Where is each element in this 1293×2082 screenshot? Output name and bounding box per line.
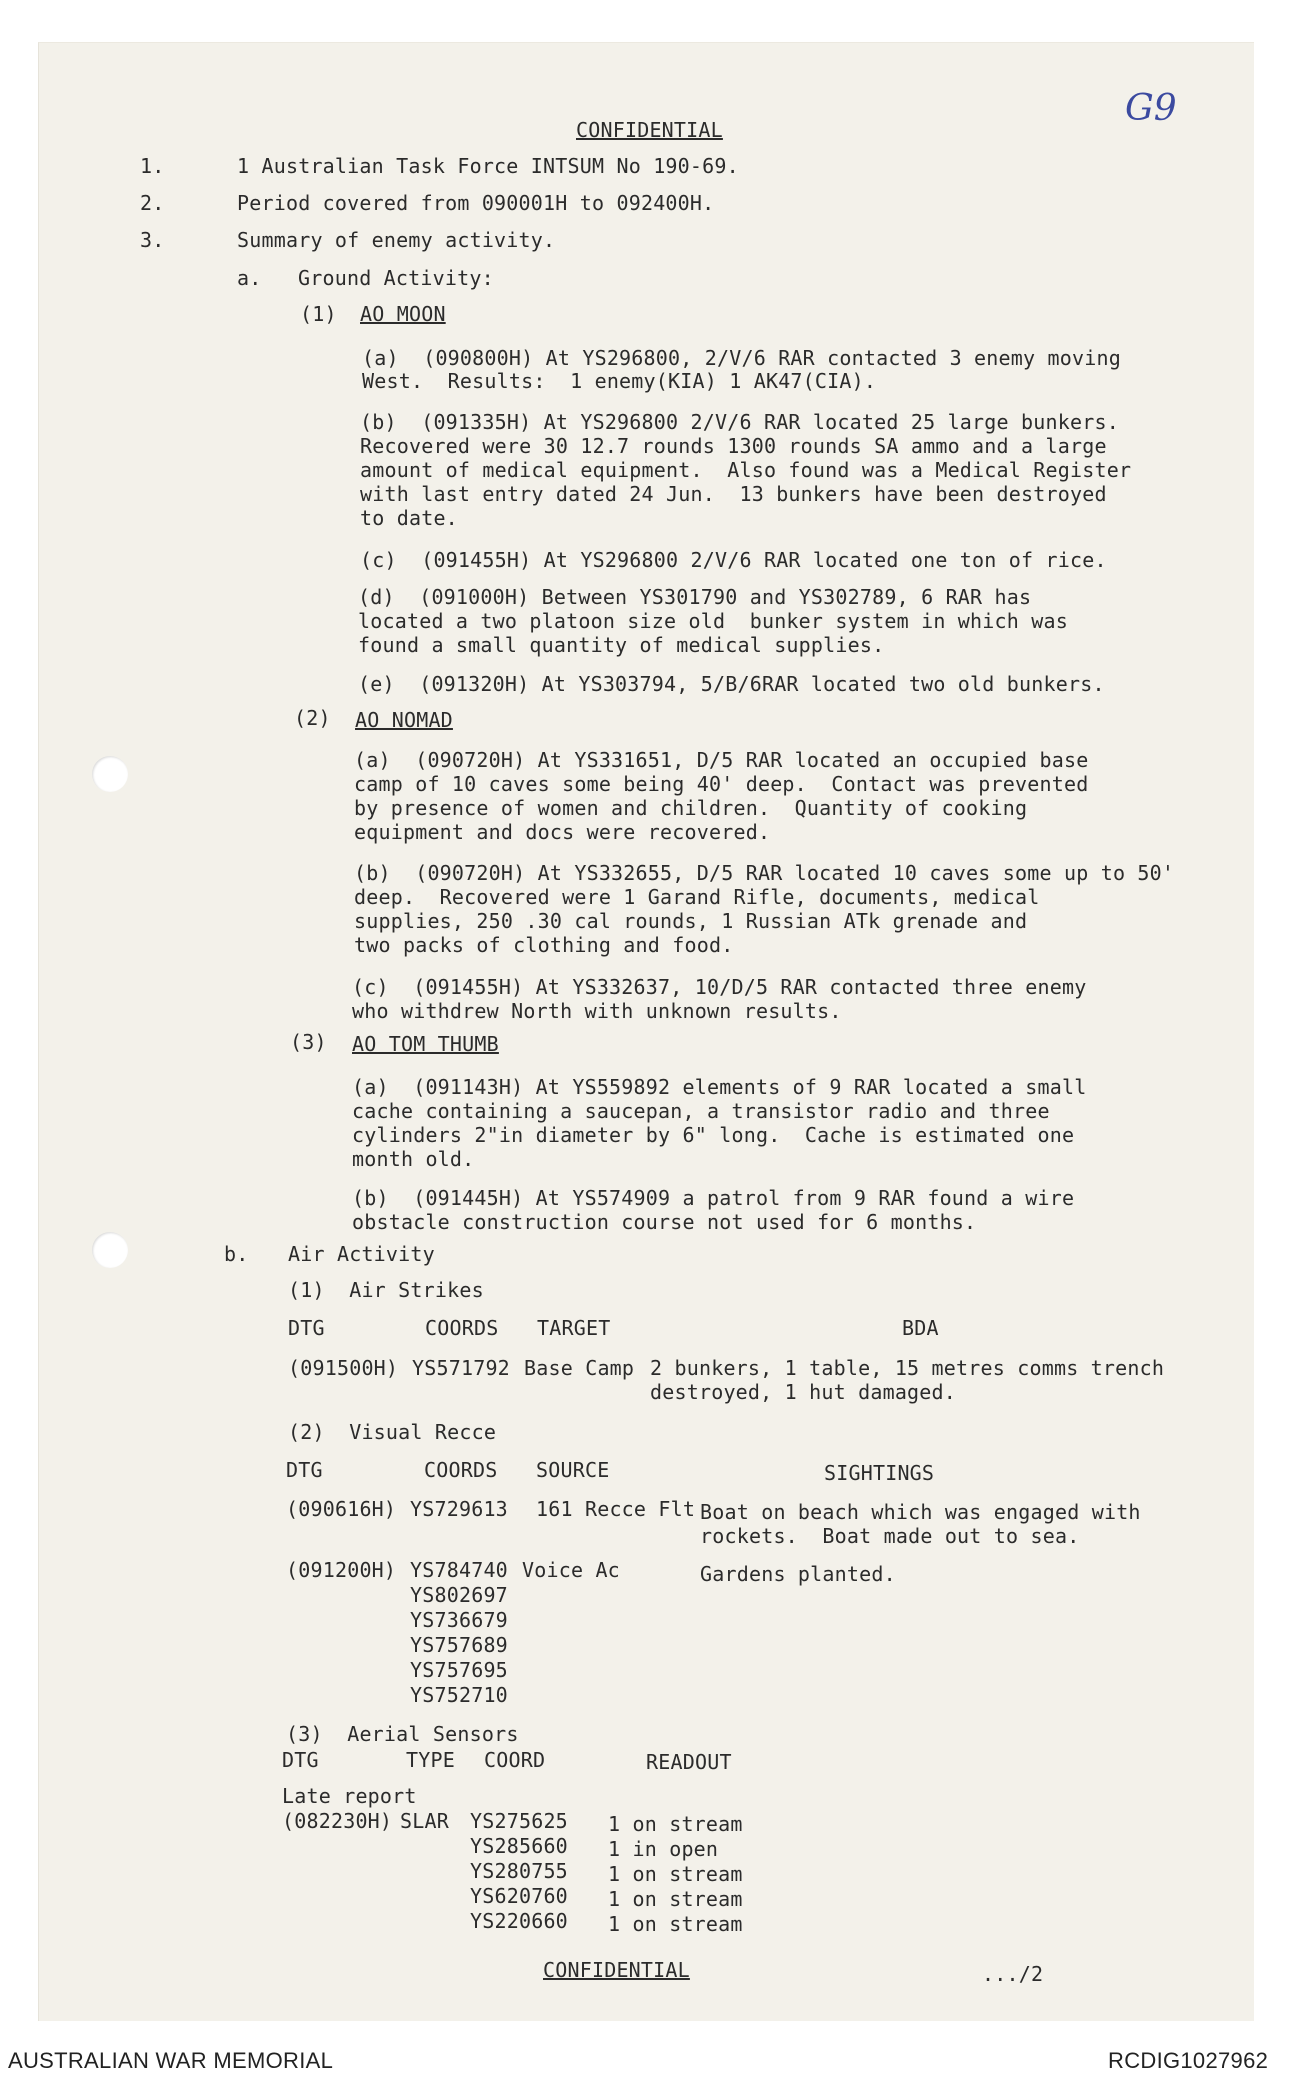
- text-line: (e) (091320H) At YS303794, 5/B/6RAR located two old bunkers.: [358, 672, 1105, 696]
- type-cell: SLAR: [400, 1809, 449, 1833]
- document-page: [38, 42, 1254, 2021]
- text-line: two packs of clothing and food.: [354, 933, 734, 957]
- readout-cell: 1 on stream: [608, 1812, 743, 1836]
- text-line: (b) (090720H) At YS332655, D/5 RAR located 10 caves some up to 50': [354, 861, 1175, 885]
- column-header-sightings: SIGHTINGS: [824, 1461, 935, 1485]
- text-line: camp of 10 caves some being 40' deep. Contact was prevented: [354, 772, 1089, 796]
- text-line: obstacle construction course not used for 6 months.: [352, 1210, 977, 1234]
- bda-cell: 2 bunkers, 1 table, 15 metres comms trench: [650, 1356, 1165, 1380]
- ground-activity-heading: Ground Activity:: [298, 266, 494, 290]
- footer-confidential: CONFIDENTIAL: [543, 1958, 690, 1982]
- text-line: (c) (091455H) At YS332637, 10/D/5 RAR contacted three enemy: [352, 975, 1087, 999]
- subsection-number: (3): [290, 1030, 327, 1054]
- section-letter: b.: [224, 1242, 249, 1266]
- column-header-coords: COORDS: [425, 1316, 499, 1340]
- text-line: located a two platoon size old bunker system in which was: [358, 609, 1068, 633]
- section-letter: a.: [237, 266, 262, 290]
- column-header-dtg: DTG: [282, 1748, 319, 1772]
- text-line: deep. Recovered were 1 Garand Rifle, documents, medical: [354, 885, 1040, 909]
- coords-cell: YS802697: [410, 1583, 508, 1607]
- subsection-number: (2): [294, 706, 331, 730]
- text-line: cylinders 2"in diameter by 6" long. Cache is estimated one: [352, 1123, 1075, 1147]
- coord-cell: YS280755: [470, 1859, 568, 1883]
- archive-reference: RCDIG1027962: [1108, 2048, 1269, 2073]
- coords-cell: YS784740: [410, 1558, 508, 1582]
- ao-moon-title: AO MOON: [360, 302, 446, 326]
- coord-cell: YS620760: [470, 1884, 568, 1908]
- dtg-cell: (091200H): [286, 1558, 397, 1582]
- period-covered: Period covered from 090001H to 092400H.: [237, 191, 715, 215]
- coords-cell: YS729613: [410, 1497, 508, 1521]
- archive-credit: AUSTRALIAN WAR MEMORIAL: [8, 2048, 334, 2073]
- visual-recce-heading: (2) Visual Recce: [288, 1420, 497, 1444]
- subsection-number: (1): [300, 302, 337, 326]
- text-line: (a) (091143H) At YS559892 elements of 9 RAR located a small: [352, 1075, 1087, 1099]
- coord-cell: YS285660: [470, 1834, 568, 1858]
- continuation-marker: .../2: [982, 1962, 1044, 1986]
- ao-tom-thumb-title: AO TOM THUMB: [352, 1032, 499, 1056]
- item-number: 1.: [140, 154, 165, 178]
- text-line: supplies, 250 .30 cal rounds, 1 Russian ATk grenade and: [354, 909, 1028, 933]
- text-line: by presence of women and children. Quantity of cooking: [354, 796, 1028, 820]
- coords-cell: YS757689: [410, 1633, 508, 1657]
- ao-nomad-title: AO NOMAD: [355, 708, 453, 732]
- sightings-cell: rockets. Boat made out to sea.: [700, 1524, 1080, 1548]
- air-activity-heading: Air Activity: [288, 1242, 435, 1266]
- text-line: Recovered were 30 12.7 rounds 1300 rounds SA ammo and a large: [360, 434, 1107, 458]
- late-report-label: Late report: [282, 1784, 417, 1808]
- coords-cell: YS736679: [410, 1608, 508, 1632]
- text-line: (a) (090800H) At YS296800, 2/V/6 RAR contacted 3 enemy moving: [362, 346, 1121, 370]
- text-line: to date.: [360, 506, 458, 530]
- coords-cell: YS571792: [412, 1356, 510, 1380]
- punch-hole: [92, 1232, 128, 1268]
- column-header-readout: READOUT: [646, 1750, 732, 1774]
- column-header-dtg: DTG: [286, 1458, 323, 1482]
- text-line: (c) (091455H) At YS296800 2/V/6 RAR located one ton of rice.: [360, 548, 1107, 572]
- summary-heading: Summary of enemy activity.: [237, 228, 556, 252]
- dtg-cell: (090616H): [286, 1497, 397, 1521]
- coords-cell: YS757695: [410, 1658, 508, 1682]
- dtg-cell: (082230H): [282, 1809, 393, 1833]
- header-confidential: CONFIDENTIAL: [576, 118, 723, 142]
- text-line: West. Results: 1 enemy(KIA) 1 AK47(CIA).: [362, 369, 877, 393]
- text-line: cache containing a saucepan, a transistor radio and three: [352, 1099, 1050, 1123]
- column-header-coords: COORDS: [424, 1458, 498, 1482]
- item-number: 3.: [140, 228, 165, 252]
- coords-cell: YS752710: [410, 1683, 508, 1707]
- sightings-cell: Boat on beach which was engaged with: [700, 1500, 1141, 1524]
- column-header-bda: BDA: [902, 1316, 939, 1340]
- bda-cell: destroyed, 1 hut damaged.: [650, 1380, 957, 1404]
- text-line: (b) (091335H) At YS296800 2/V/6 RAR located 25 large bunkers.: [360, 410, 1119, 434]
- text-line: who withdrew North with unknown results.: [352, 999, 842, 1023]
- readout-cell: 1 in open: [608, 1837, 719, 1861]
- air-strikes-heading: (1) Air Strikes: [288, 1278, 484, 1302]
- dtg-cell: (091500H): [288, 1356, 399, 1380]
- source-cell: Voice Ac: [522, 1558, 620, 1582]
- punch-hole: [92, 756, 128, 792]
- readout-cell: 1 on stream: [608, 1887, 743, 1911]
- coord-cell: YS220660: [470, 1909, 568, 1933]
- aerial-sensors-heading: (3) Aerial Sensors: [286, 1722, 519, 1746]
- text-line: amount of medical equipment. Also found was a Medical Register: [360, 458, 1132, 482]
- intsum-title: 1 Australian Task Force INTSUM No 190-69.: [237, 154, 739, 178]
- text-line: (b) (091445H) At YS574909 a patrol from 9 RAR found a wire: [352, 1186, 1075, 1210]
- handwritten-page-number: G9: [1125, 88, 1177, 129]
- source-cell: 161 Recce Flt: [536, 1497, 696, 1521]
- column-header-source: SOURCE: [536, 1458, 610, 1482]
- text-line: (d) (091000H) Between YS301790 and YS302789, 6 RAR has: [358, 585, 1032, 609]
- text-line: (a) (090720H) At YS331651, D/5 RAR located an occupied base: [354, 748, 1089, 772]
- text-line: with last entry dated 24 Jun. 13 bunkers have been destroyed: [360, 482, 1107, 506]
- item-number: 2.: [140, 191, 165, 215]
- readout-cell: 1 on stream: [608, 1912, 743, 1936]
- text-line: month old.: [352, 1147, 475, 1171]
- column-header-type: TYPE: [406, 1748, 455, 1772]
- text-line: found a small quantity of medical supplies.: [358, 633, 885, 657]
- coord-cell: YS275625: [470, 1809, 568, 1833]
- column-header-dtg: DTG: [288, 1316, 325, 1340]
- readout-cell: 1 on stream: [608, 1862, 743, 1886]
- text-line: equipment and docs were recovered.: [354, 820, 771, 844]
- target-cell: Base Camp: [524, 1356, 635, 1380]
- sightings-cell: Gardens planted.: [700, 1562, 896, 1586]
- column-header-target: TARGET: [537, 1316, 611, 1340]
- column-header-coord: COORD: [484, 1748, 546, 1772]
